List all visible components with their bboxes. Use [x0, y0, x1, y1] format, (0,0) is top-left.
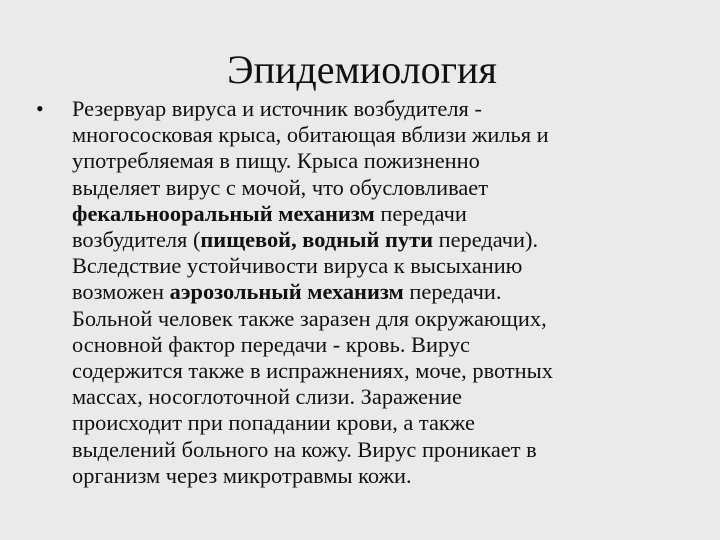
paragraph-line-1: Резервуар вируса и источник возбудителя -: [72, 96, 482, 121]
paragraph-line-10: основной фактор передачи - кровь. Вирус: [72, 331, 470, 357]
bold-aerosol-mechanism: аэрозольный механизм: [169, 279, 404, 305]
bullet-paragraph: [72, 96, 676, 489]
paragraph-line-2: многососковая крыса, обитающая вблизи жилья и: [72, 122, 549, 148]
paragraph-line-13: происходит при попадании крови, а также: [72, 410, 475, 436]
paragraph-line-3: употребляемая в пищу. Крыса пожизненно: [72, 148, 480, 174]
bold-fecal-oral-mechanism: фекальнооральный механизм: [72, 200, 375, 226]
paragraph-line-6-start: возбудителя (: [72, 227, 201, 253]
slide-title: [0, 44, 720, 96]
paragraph-line-5-rest: передачи: [374, 200, 467, 226]
bold-transmission-routes: пищевой, водный пути: [200, 227, 433, 253]
slide-title-text: Эпидемиология: [227, 47, 497, 92]
paragraph-line-8-end: передачи.: [403, 279, 502, 305]
paragraph-line-12: массах, носоглоточной слизи. Заражение: [72, 384, 462, 410]
paragraph-line-14: выделений больного на кожу. Вирус проникает в: [72, 436, 537, 462]
paragraph-line-8: [72, 279, 676, 305]
paragraph-line-15: организм через микротравмы кожи.: [72, 462, 412, 488]
paragraph-line-9: Больной человек также заразен для окружающих,: [72, 305, 547, 331]
bullet-item: [36, 96, 676, 489]
paragraph-line-5: [72, 201, 676, 227]
paragraph-line-6-end: передачи).: [432, 227, 539, 253]
paragraph-line-11: содержится также в испражнениях, моче, рвотных: [72, 358, 553, 384]
paragraph-line-7: Вследствие устойчивости вируса к высыханию: [72, 253, 523, 279]
paragraph-line-6: [72, 227, 676, 253]
paragraph-line-8-start: возможен: [72, 279, 170, 305]
bullet-icon: •: [36, 96, 44, 121]
slide-content: [36, 96, 676, 489]
paragraph-line-4: выделяет вирус с мочой, что обусловливает: [72, 174, 489, 200]
